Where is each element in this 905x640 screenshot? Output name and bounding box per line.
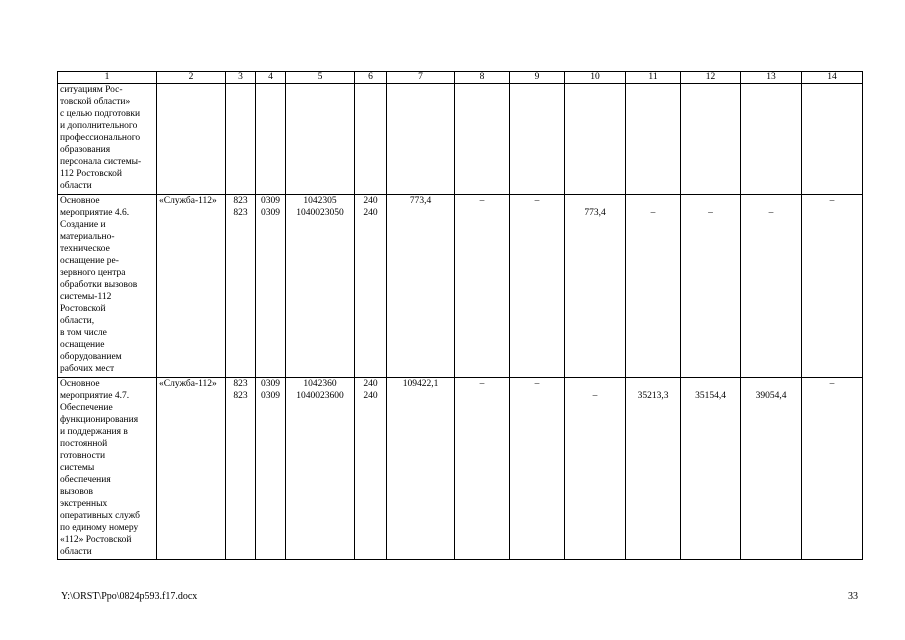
row-name-text: Основное мероприятие 4.6. Создание и материально- техническое оснащение ре- зервного центра обработки вызовов системы-112 Ростовской области, в том числе оснащение оборудованием рабочих мест [60, 196, 138, 374]
cell-c14: – [802, 195, 863, 208]
cell-c5: 1042305 [286, 195, 355, 208]
page-number: 33 [848, 591, 858, 602]
executor-cell: «Служба-112» [157, 377, 226, 560]
col-header-1: 1 [58, 72, 157, 84]
col-header-11: 11 [626, 72, 681, 84]
cell-c6: 240 [355, 207, 387, 377]
col-header-2: 2 [157, 72, 226, 84]
cell-c3: 823 [226, 195, 256, 208]
row-name-cell [58, 377, 157, 560]
cell-c6: 240 [355, 195, 387, 208]
table-row [58, 377, 863, 390]
cell-c13: 39054,4 [741, 390, 802, 560]
footer-file-path: Y:\ORST\Ppo\0824p593.f17.docx [61, 591, 198, 602]
row-name-text: ситуациям Рос- товской области» с целью подготовки и дополнительного профессионального образования персонала системы- 112 Ростовской области [60, 85, 142, 191]
cell-c7: 773,4 [387, 195, 455, 208]
cell-c11: 35213,3 [626, 390, 681, 560]
table-row [58, 84, 863, 195]
col-header-13: 13 [741, 72, 802, 84]
col-header-6: 6 [355, 72, 387, 84]
cell-c5: 1040023600 [286, 390, 355, 560]
header-row [58, 72, 863, 84]
cell-c8: – [455, 377, 510, 390]
cell-c12: – [681, 207, 741, 377]
cell-c10: – [565, 390, 626, 560]
cell-c9: – [510, 377, 565, 390]
cell-c4: 0309 [256, 377, 286, 390]
col-header-3: 3 [226, 72, 256, 84]
budget-table [57, 71, 863, 560]
cell-c6: 240 [355, 377, 387, 390]
table-row [58, 195, 863, 208]
cell-c5: 1042360 [286, 377, 355, 390]
col-header-9: 9 [510, 72, 565, 84]
cell-c3: 823 [226, 390, 256, 560]
executor-cell: «Служба-112» [157, 195, 226, 378]
col-header-14: 14 [802, 72, 863, 84]
cell-c9: – [510, 195, 565, 208]
cell-c8: – [455, 195, 510, 208]
cell-c3: 823 [226, 377, 256, 390]
cell-c12: 35154,4 [681, 390, 741, 560]
cell-c6: 240 [355, 390, 387, 560]
cell-c13: – [741, 207, 802, 377]
row-name-cell [58, 84, 157, 195]
cell-c4: 0309 [256, 195, 286, 208]
col-header-4: 4 [256, 72, 286, 84]
row-name-text: Основное мероприятие 4.7. Обеспечение функционирования и поддержания в постоянной готовности системы обеспечения вызовов экстренных оперативных служб по единому номеру «112» Ростовской области [60, 378, 140, 557]
col-header-8: 8 [455, 72, 510, 84]
row-name-cell [58, 195, 157, 378]
col-header-10: 10 [565, 72, 626, 84]
cell-c7: 109422,1 [387, 377, 455, 390]
cell-c4: 0309 [256, 390, 286, 560]
cell-c4: 0309 [256, 207, 286, 377]
col-header-5: 5 [286, 72, 355, 84]
cell-c5: 1040023050 [286, 207, 355, 377]
cell-c11: – [626, 207, 681, 377]
col-header-12: 12 [681, 72, 741, 84]
cell-c10: 773,4 [565, 207, 626, 377]
cell-c14: – [802, 377, 863, 390]
cell-c3: 823 [226, 207, 256, 377]
col-header-7: 7 [387, 72, 455, 84]
